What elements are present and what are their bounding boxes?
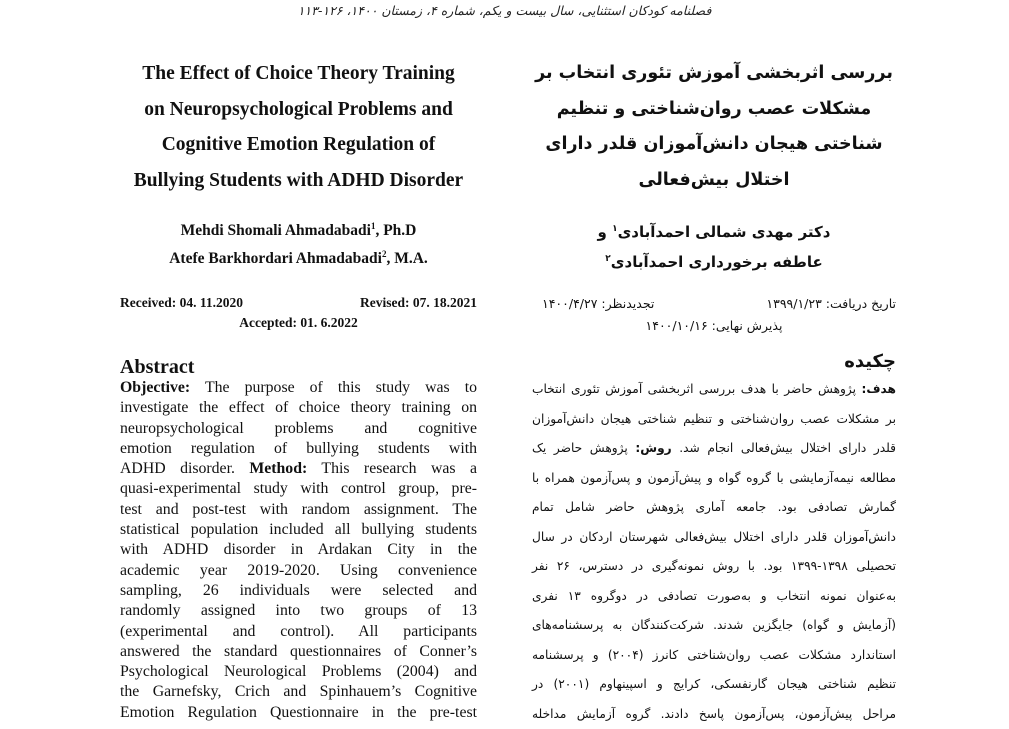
persian-authors — [532, 217, 896, 277]
author-name: دکتر مهدی شمالی احمدآبادی — [618, 223, 831, 241]
objective-label: هدف: — [861, 382, 896, 396]
english-authors — [120, 217, 477, 273]
abstract-text: The purpose of this study was to — [190, 379, 477, 396]
abstract-line: بر مشکلات عصب روان‌شناختی و تنظیم شناختی هیجان دانش‌آموزان — [532, 405, 896, 435]
author-affiliation-mark: ۲ — [605, 254, 611, 264]
english-author — [120, 217, 477, 245]
persian-author — [532, 217, 896, 247]
abstract-line: quasi-experimental study with control group, pre- — [120, 479, 477, 499]
abstract-line: تحصیلی ۱۳۹۸-۱۳۹۹ بود. با روش نمونه‌گیری در دسترس، ۲۶ نفر — [532, 552, 896, 582]
accepted-date: Accepted: 01. 6.2022 — [120, 313, 477, 333]
persian-title-line: شناختی هیجان دانش‌آموزان قلدر دارای — [532, 127, 896, 163]
method-label: روش: — [635, 441, 671, 455]
english-title-line: The Effect of Choice Theory Training — [120, 56, 477, 92]
english-title-line: Bullying Students with ADHD Disorder — [120, 163, 477, 199]
persian-title-line: اختلال بیش‌فعالی — [532, 163, 896, 199]
abstract-line: emotion regulation of bullying students with — [120, 439, 477, 459]
english-abstract-heading: Abstract — [120, 356, 477, 378]
received-date: تاریخ دریافت: ۱۳۹۹/۱/۲۳ — [766, 293, 896, 315]
english-column — [120, 56, 477, 723]
revised-date: Revised: 07. 18.2021 — [360, 293, 477, 313]
abstract-line: دانش‌آموزان قلدر دارای اختلال بیش‌فعالی شهرستان اردکان در سال — [532, 523, 896, 553]
abstract-line: statistical population included all bullying students — [120, 520, 477, 540]
english-author — [120, 245, 477, 273]
abstract-line — [532, 375, 896, 405]
abstract-line: Emotion Regulation Questionnaire in the pre-test — [120, 703, 477, 723]
objective-label: Objective: — [120, 379, 190, 396]
author-conjunction: و — [598, 223, 613, 241]
abstract-text: This research was a — [307, 460, 477, 477]
abstract-line: استاندارد مشکلات عصب روان‌شناختی کانرز (۲۰۰۴) و پرسشنامه — [532, 641, 896, 671]
abstract-line: تنظیم شناختی هیجان گارنفسکی، کرایج و اسپینهاوم (۲۰۰۱) در — [532, 670, 896, 700]
abstract-line: test and post-test with random assignment. The — [120, 500, 477, 520]
persian-title — [532, 56, 896, 198]
persian-column — [532, 56, 896, 729]
persian-title-line: بررسی اثربخشی آموزش تئوری انتخاب بر — [532, 56, 896, 92]
received-date: Received: 04. 11.2020 — [120, 293, 243, 313]
abstract-line: مطالعه نیمه‌آزمایشی با گروه گواه و پیش‌آزمون و پس‌آزمون همراه با — [532, 464, 896, 494]
author-name: Mehdi Shomali Ahmadabadi — [181, 222, 371, 239]
abstract-text: پژوهش حاضر با هدف بررسی اثربخشی آموزش تئوری انتخاب — [532, 382, 861, 396]
author-name: Atefe Barkhordari Ahmadabadi — [169, 250, 382, 267]
persian-abstract — [532, 375, 896, 729]
abstract-line — [120, 378, 477, 398]
journal-running-head: فصلنامه کودکان استثنایی، سال بیست و یکم، شماره ۴، زمستان ۱۴۰۰، ۱۲۶-۱۱۳ — [0, 3, 1009, 18]
english-dates — [120, 293, 477, 333]
abstract-line: گمارش تصادفی بود. جامعه آماری پژوهش حاضر شامل تمام — [532, 493, 896, 523]
author-affiliation-mark: 2 — [382, 249, 387, 259]
author-affiliation-mark: 1 — [371, 221, 376, 231]
persian-title-line: مشکلات عصب روان‌شناختی و تنظیم — [532, 92, 896, 128]
abstract-line — [532, 434, 896, 464]
abstract-line: randomly assigned into two groups of 13 — [120, 601, 477, 621]
english-abstract — [120, 378, 477, 723]
abstract-text: ADHD disorder. — [120, 460, 249, 477]
english-title — [120, 56, 477, 198]
author-name: عاطفه برخورداری احمدآبادی — [611, 253, 823, 271]
abstract-text: قلدر دارای اختلال بیش‌فعالی انجام شد. — [672, 441, 896, 455]
abstract-line: (آزمایش و گواه) جایگزین شدند. شرکت‌کنندگان به پرسشنامه‌های — [532, 611, 896, 641]
persian-author — [532, 247, 896, 277]
method-label: Method: — [249, 460, 307, 477]
abstract-line: academic year 2019-2020. Using convenience — [120, 561, 477, 581]
abstract-line: Psychological Neurological Problems (2004) and — [120, 662, 477, 682]
revised-date: تجدیدنظر: ۱۴۰۰/۴/۲۷ — [542, 293, 654, 315]
abstract-line: sampling, 26 individuals were selected and — [120, 581, 477, 601]
accepted-date: پذیرش نهایی: ۱۴۰۰/۱۰/۱۶ — [532, 315, 896, 337]
author-degree: , M.A. — [386, 250, 427, 267]
abstract-line: investigate the effect of choice theory training on — [120, 398, 477, 418]
abstract-line: the Garnefsky, Crich and Spinhauem’s Cognitive — [120, 682, 477, 702]
persian-dates — [532, 293, 896, 337]
persian-abstract-heading: چکیده — [532, 349, 896, 375]
abstract-line: answered the standard questionnaires of Conner’s — [120, 642, 477, 662]
abstract-line: (experimental and control). All participants — [120, 622, 477, 642]
author-affiliation-mark: ۱ — [612, 224, 618, 234]
author-degree: , Ph.D — [375, 222, 416, 239]
abstract-line: with ADHD disorder in Ardakan City in the — [120, 540, 477, 560]
abstract-line: مراحل پیش‌آزمون، پس‌آزمون پاسخ دادند. گروه آزمایش مداخله — [532, 700, 896, 729]
abstract-line: neuropsychological problems and cognitive — [120, 419, 477, 439]
abstract-text: پژوهش حاضر یک — [532, 441, 635, 455]
english-title-line: on Neuropsychological Problems and — [120, 92, 477, 128]
abstract-line: به‌عنوان نمونه انتخاب و به‌صورت تصادفی در دوگروه ۱۳ نفری — [532, 582, 896, 612]
abstract-line — [120, 459, 477, 479]
english-title-line: Cognitive Emotion Regulation of — [120, 127, 477, 163]
